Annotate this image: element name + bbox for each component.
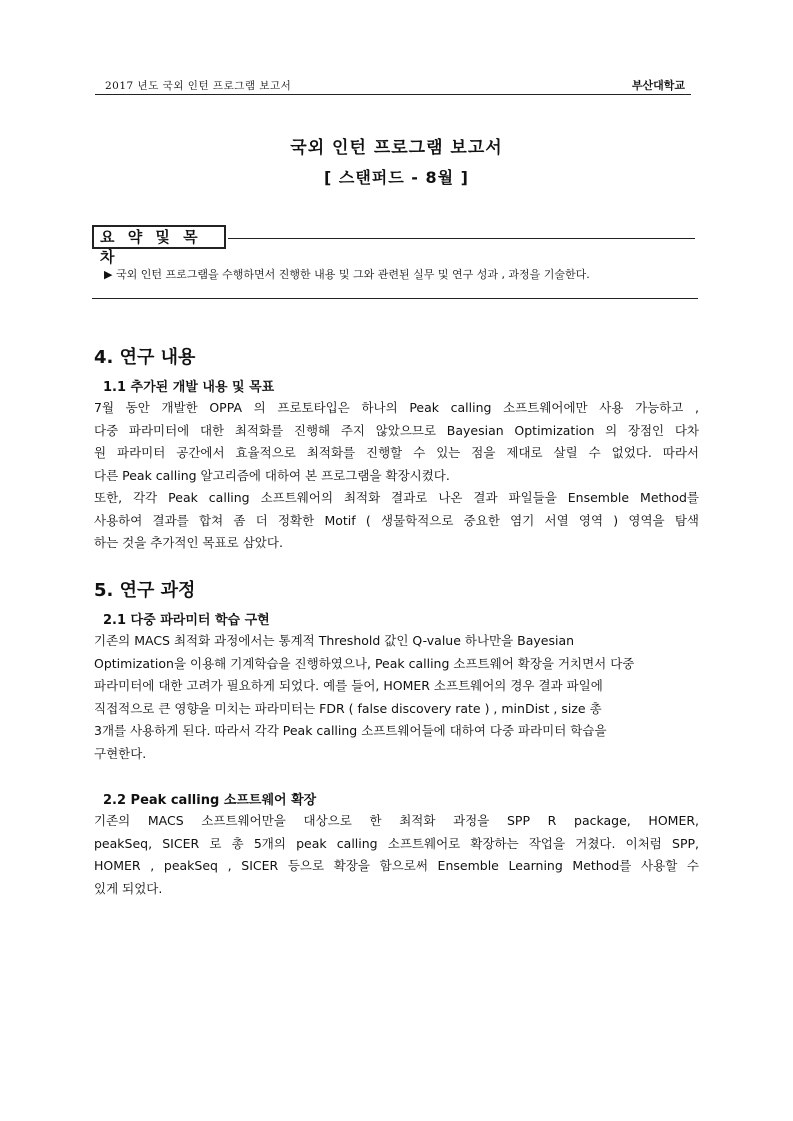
paragraph-line: HOMER , peakSeq , SICER 등으로 확장을 함으로써 Ensemble Learning Method를 사용할 수 <box>94 858 699 873</box>
summary-note: ▶ 국외 인턴 프로그램을 수행하면서 진행한 내용 및 그와 관련된 실무 및 연구 성과 , 과정을 기술한다. <box>104 268 590 281</box>
subsection-2-1-body <box>94 630 699 765</box>
subsection-2-2-body <box>94 810 699 900</box>
paragraph-line: 다른 Peak calling 알고리즘에 대하여 본 프로그램을 확장시켰다. <box>94 467 450 483</box>
summary-toc-label: 요 약 및 목 차 <box>92 225 226 249</box>
subsection-1-1-heading: 1.1 추가된 개발 내용 및 목표 <box>103 380 275 395</box>
summary-bottom-rule <box>92 298 698 299</box>
page-title: 국외 인턴 프로그램 보고서 <box>290 138 503 158</box>
page-header <box>95 76 691 95</box>
header-university: 부산대학교 <box>631 79 685 92</box>
paragraph-line: Optimization을 이용해 기계학습을 진행하였으나, Peak calling 소프트웨어 확장을 거치면서 다중 <box>94 655 635 671</box>
paragraph-line: 또한, 각각 Peak calling 소프트웨어의 최적화 결과로 나온 결과 파일들을 Ensemble Method를 <box>94 490 699 505</box>
paragraph-line: 구현한다. <box>94 745 147 761</box>
paragraph-line: peakSeq, SICER 로 총 5개의 peak calling 소프트웨어로 확장하는 작업을 거쳤다. 이처럼 SPP, <box>94 835 699 851</box>
paragraph-line: 기존의 MACS 소프트웨어만을 대상으로 한 최적화 과정을 SPP R package, HOMER, <box>94 813 699 828</box>
paragraph-line: 기존의 MACS 최적화 과정에서는 통계적 Threshold 값인 Q-value 하나만을 Bayesian <box>94 633 575 648</box>
paragraph-line: 사용하여 결과를 합쳐 좀 더 정확한 Motif ( 생물학적으로 중요한 염기 서열 영역 ) 영역을 탐색 <box>94 512 699 528</box>
paragraph-line: 있게 되었다. <box>94 880 163 896</box>
subsection-2-1-heading: 2.1 다중 파라미터 학습 구현 <box>103 613 270 628</box>
paragraph-line: 파라미터에 대한 고려가 필요하게 되었다. 예를 들어, HOMER 소프트웨어의 경우 결과 파일에 <box>94 678 603 693</box>
paragraph-line: 직접적으로 큰 영향을 미치는 파라미터는 FDR ( false discovery rate ) , minDist , size 총 <box>94 700 602 716</box>
paragraph-line: 원 파라미터 공간에서 효율적으로 최적화를 진행할 수 있는 점을 제대로 살릴 수 없었다. 따라서 <box>94 445 699 460</box>
subsection-1-1-body <box>94 397 699 555</box>
header-report-title: 2017 년도 국외 인턴 프로그램 보고서 <box>105 80 292 92</box>
subsection-2-2-heading: 2.2 Peak calling 소프트웨어 확장 <box>103 793 317 808</box>
section-5-heading: 5. 연구 과정 <box>94 580 196 601</box>
paragraph-line: 다중 파라미터에 대한 최적화를 진행해 주지 않았으므로 Bayesian Optimization 의 장점인 다차 <box>94 422 699 438</box>
summary-divider <box>228 238 695 239</box>
section-4-heading: 4. 연구 내용 <box>94 347 196 368</box>
paragraph-line: 3개를 사용하게 된다. 따라서 각각 Peak calling 소프트웨어들에 대하여 다중 파라미터 학습을 <box>94 723 607 738</box>
paragraph-line: 7월 동안 개발한 OPPA 의 프로토타입은 하나의 Peak calling 소프트웨어에만 사용 가능하고 , <box>94 400 699 415</box>
paragraph-line: 하는 것을 추가적인 목표로 삼았다. <box>94 535 283 550</box>
page-subtitle: [ 스탠퍼드 - 8월 ] <box>324 168 469 187</box>
